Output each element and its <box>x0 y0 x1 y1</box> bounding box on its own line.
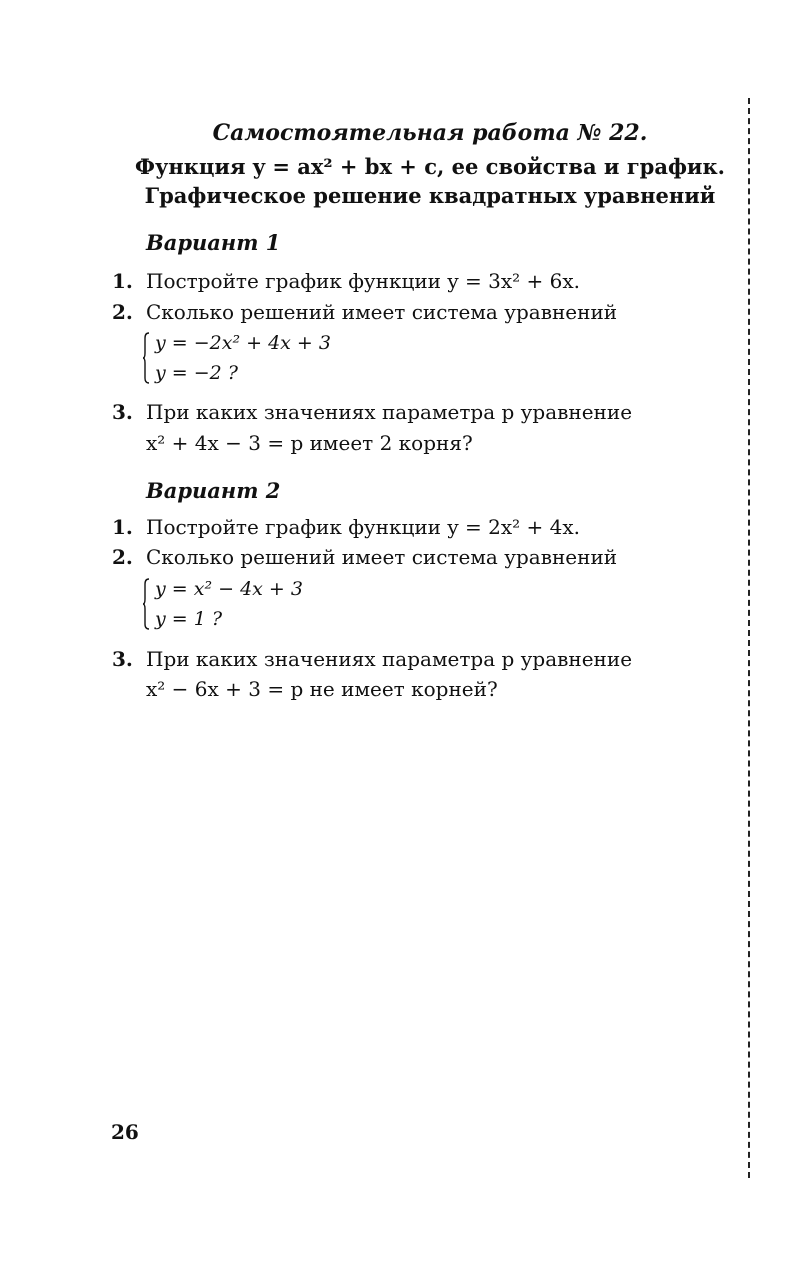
variant-1-task-3-continued: x² + 4x − 3 = p имеет 2 корня? <box>146 431 473 455</box>
variant-1-task-3 <box>112 400 632 424</box>
variant-2-title: Вариант 2 <box>146 478 281 503</box>
variant-2-task-3-continued: x² − 6x + 3 = p не имеет корней? <box>146 677 498 701</box>
variant-2-task-1 <box>112 515 580 539</box>
system-equation-2: y = 1 ? <box>155 608 223 630</box>
task-number: 1. <box>112 515 133 539</box>
variant-1-task-2 <box>112 300 617 324</box>
cut-line <box>748 98 750 1178</box>
task-text: Постройте график функции y = 3x² + 6x. <box>146 269 580 293</box>
task-number: 2. <box>112 545 133 569</box>
left-brace-icon <box>143 578 149 630</box>
system-equation-2: y = −2 ? <box>155 362 238 384</box>
variant-2-task-3 <box>112 647 632 671</box>
task-text: Сколько решений имеет система уравнений <box>146 300 618 324</box>
task-text: При каких значениях параметра p уравнение <box>146 400 633 424</box>
task-text: При каких значениях параметра p уравнение <box>146 647 633 671</box>
variant-1-title: Вариант 1 <box>146 230 281 255</box>
task-text: Сколько решений имеет система уравнений <box>146 545 618 569</box>
variant-1-task-1 <box>112 269 580 293</box>
worksheet-title: Самостоятельная работа № 22. <box>212 120 648 146</box>
task-number: 2. <box>112 300 133 324</box>
topic-line-2: Графическое решение квадратных уравнений <box>144 183 716 208</box>
task-text: Постройте график функции y = 2x² + 4x. <box>146 515 580 539</box>
topic-line-1: Функция y = ax² + bx + c, ее свойства и график. <box>135 154 725 179</box>
task-number: 3. <box>112 647 133 671</box>
variant-2-task-2 <box>112 545 617 569</box>
system-equation-1: y = x² − 4x + 3 <box>155 578 303 600</box>
page-number: 26 <box>111 1120 139 1144</box>
task-number: 1. <box>112 269 133 293</box>
task-number: 3. <box>112 400 133 424</box>
system-equation-1: y = −2x² + 4x + 3 <box>155 332 331 354</box>
left-brace-icon <box>143 332 149 384</box>
